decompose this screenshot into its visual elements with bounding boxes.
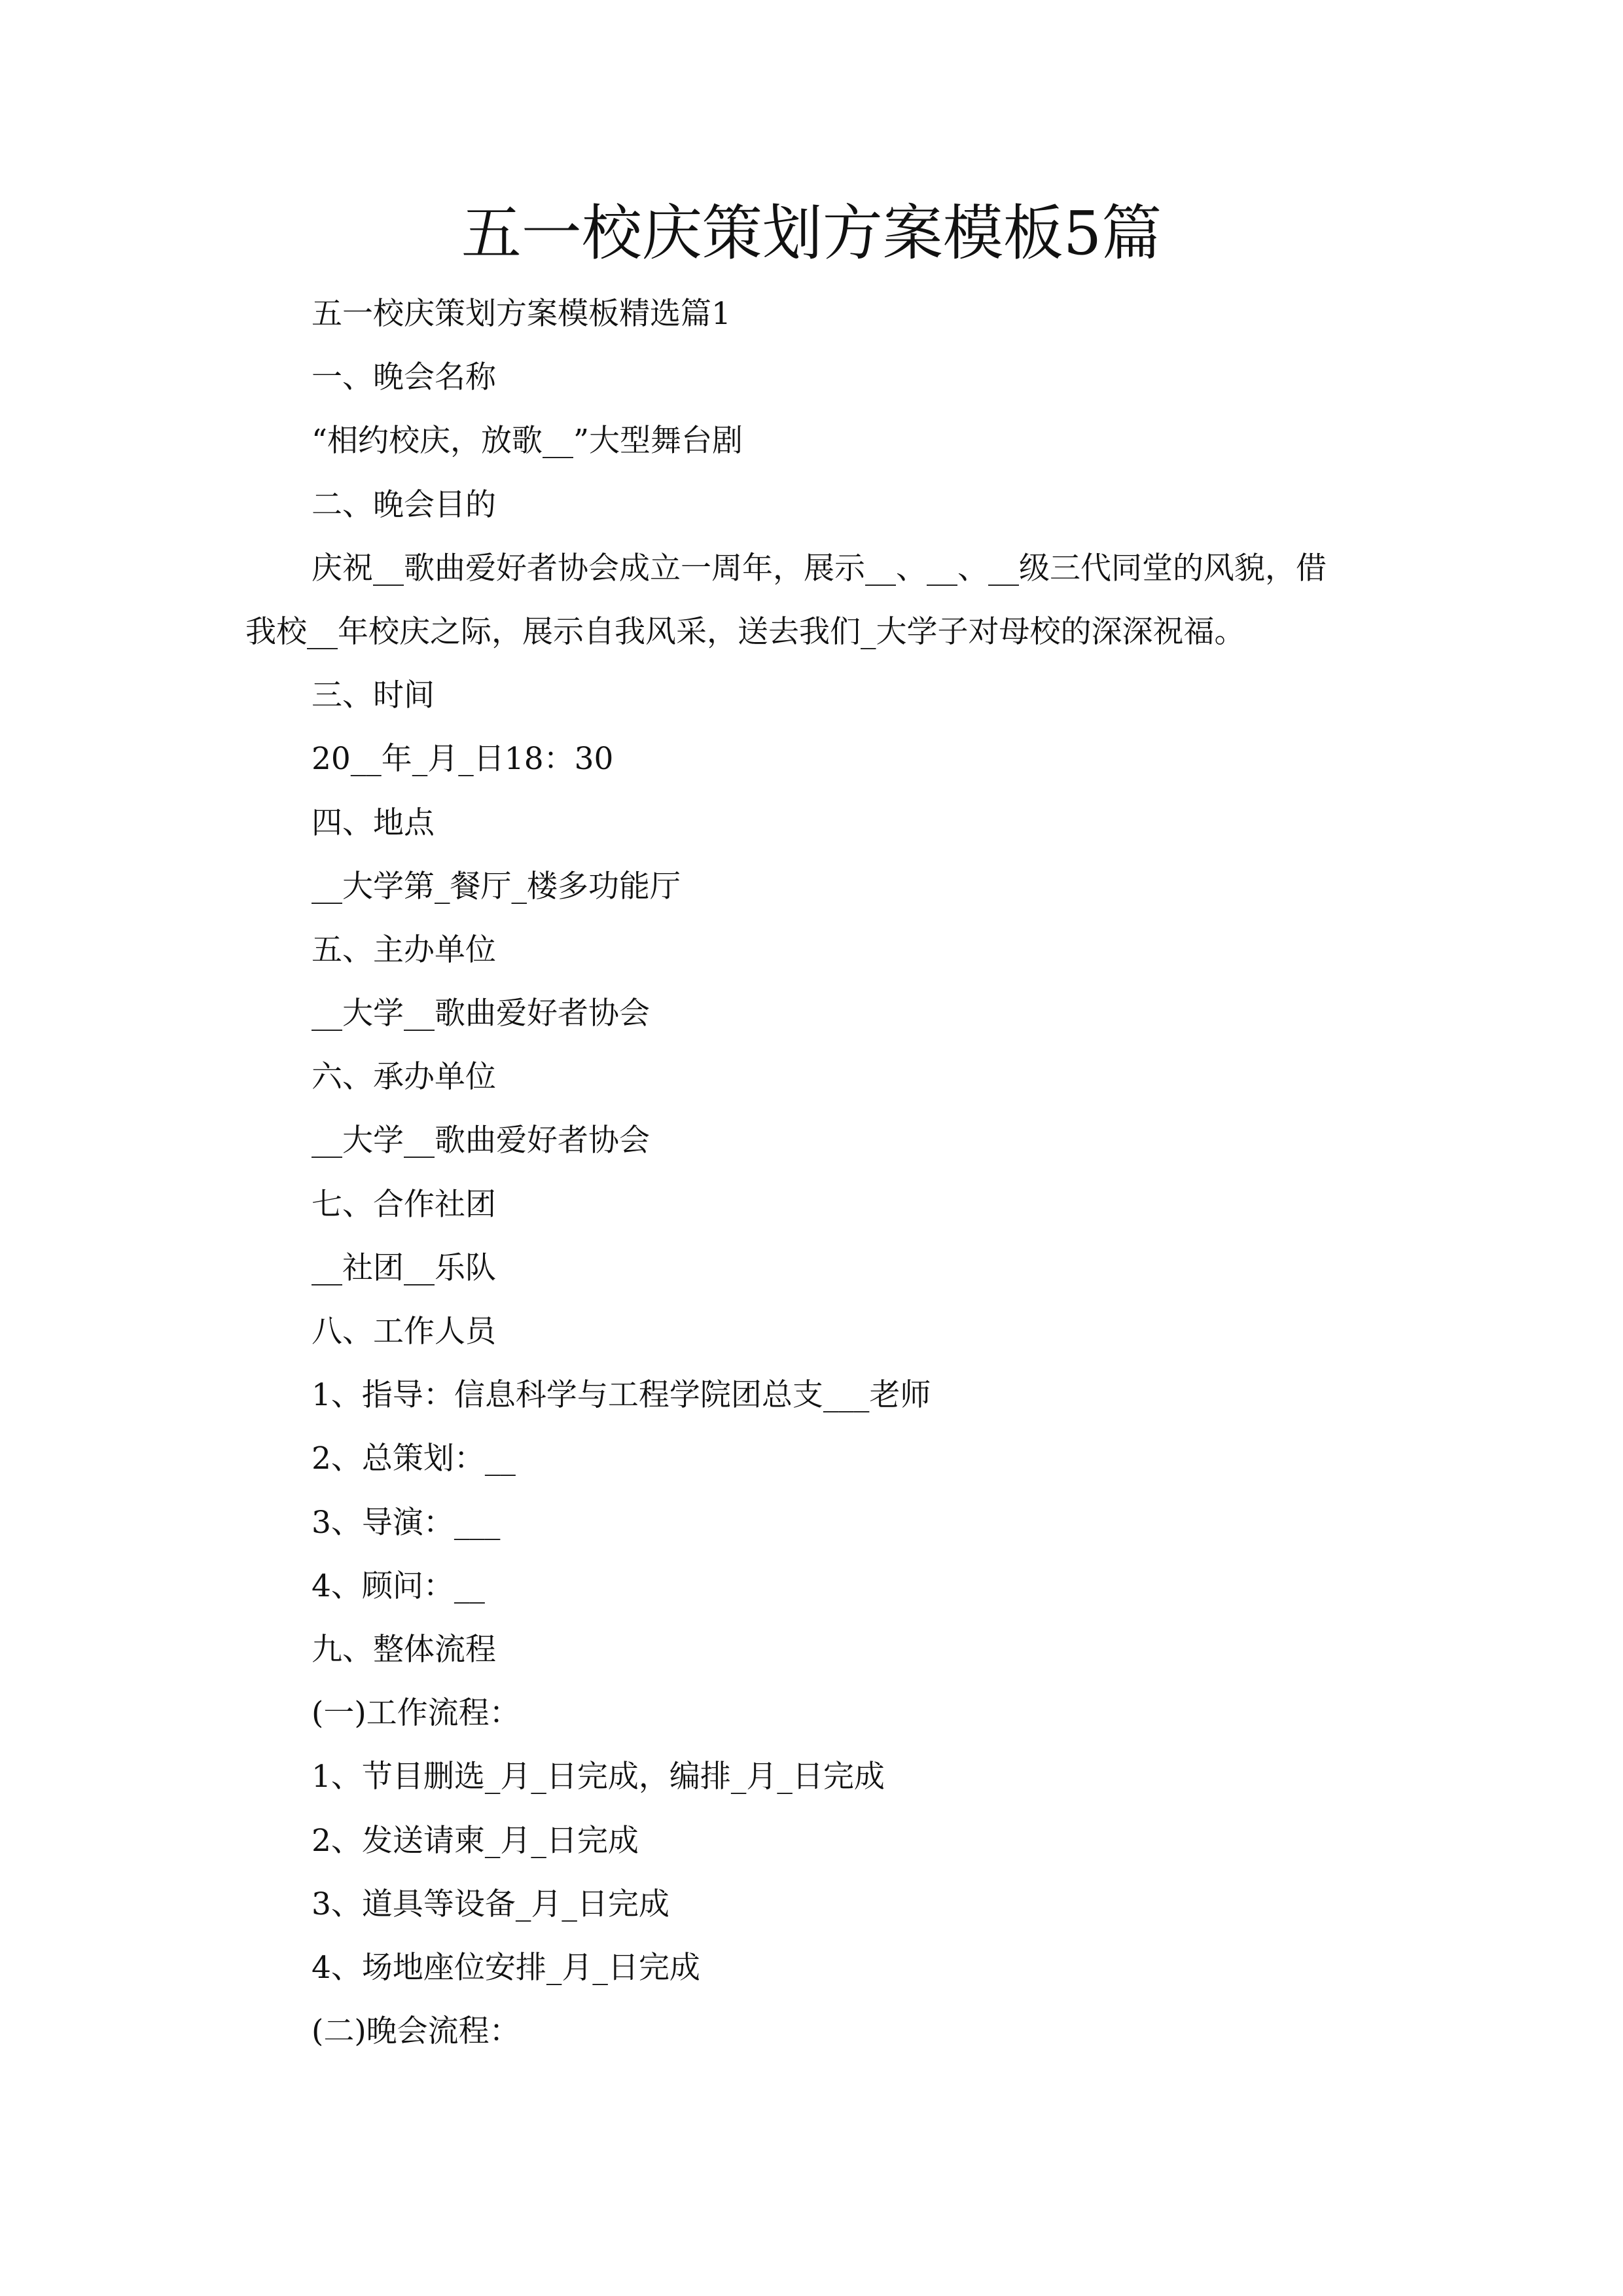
heading-process: 九、整体流程 [312,1631,496,1668]
heading-event-name: 一、晚会名称 [312,359,496,396]
heading-location: 四、地点 [312,804,435,841]
document-title: 五一校庆策划方案模板5篇 [461,198,1162,268]
heading-host: 六、承办单位 [312,1059,496,1096]
list-item: 2、发送请柬_月_日完成 [312,1822,639,1859]
document-body [245,282,1384,2063]
paragraph: __大学__歌曲爱好者协会 [312,996,650,1032]
list-item: 4、顾问：__ [312,1568,485,1604]
heading-staff: 八、工作人员 [312,1314,496,1350]
list-item: 3、导演：___ [312,1504,501,1541]
paragraph: 20__年_月_日18：30 [312,741,614,778]
list-item: 1、指导：信息科学与工程学院团总支___老师 [312,1377,931,1414]
heading-event-purpose: 二、晚会目的 [312,486,496,523]
heading-time: 三、时间 [312,677,435,714]
paragraph-continuation: 我校__年校庆之际，展示自我风采，送去我们_大学子对母校的深深祝福。 [245,613,1245,650]
subheading: (一)工作流程： [312,1695,520,1732]
section-heading: 五一校庆策划方案模板精选篇1 [312,296,731,332]
paragraph: “相约校庆，放歌__”大型舞台剧 [312,423,743,459]
list-item: 2、总策划：__ [312,1441,516,1477]
list-item: 3、道具等设备_月_日完成 [312,1886,669,1922]
list-item: 4、场地座位安排_月_日完成 [312,1949,700,1986]
paragraph: 庆祝__歌曲爱好者协会成立一周年，展示__、__、__级三代同堂的风貌，借 [312,550,1327,586]
list-item: 1、节目删选_月_日完成，编排_月_日完成 [312,1759,885,1795]
paragraph: __社团__乐队 [312,1249,496,1286]
subheading: (二)晚会流程： [312,2013,520,2050]
paragraph: __大学第_餐厅_楼多功能厅 [312,868,681,905]
heading-organizer: 五、主办单位 [312,931,496,968]
paragraph: __大学__歌曲爱好者协会 [312,1122,650,1159]
heading-partners: 七、合作社团 [312,1186,496,1223]
